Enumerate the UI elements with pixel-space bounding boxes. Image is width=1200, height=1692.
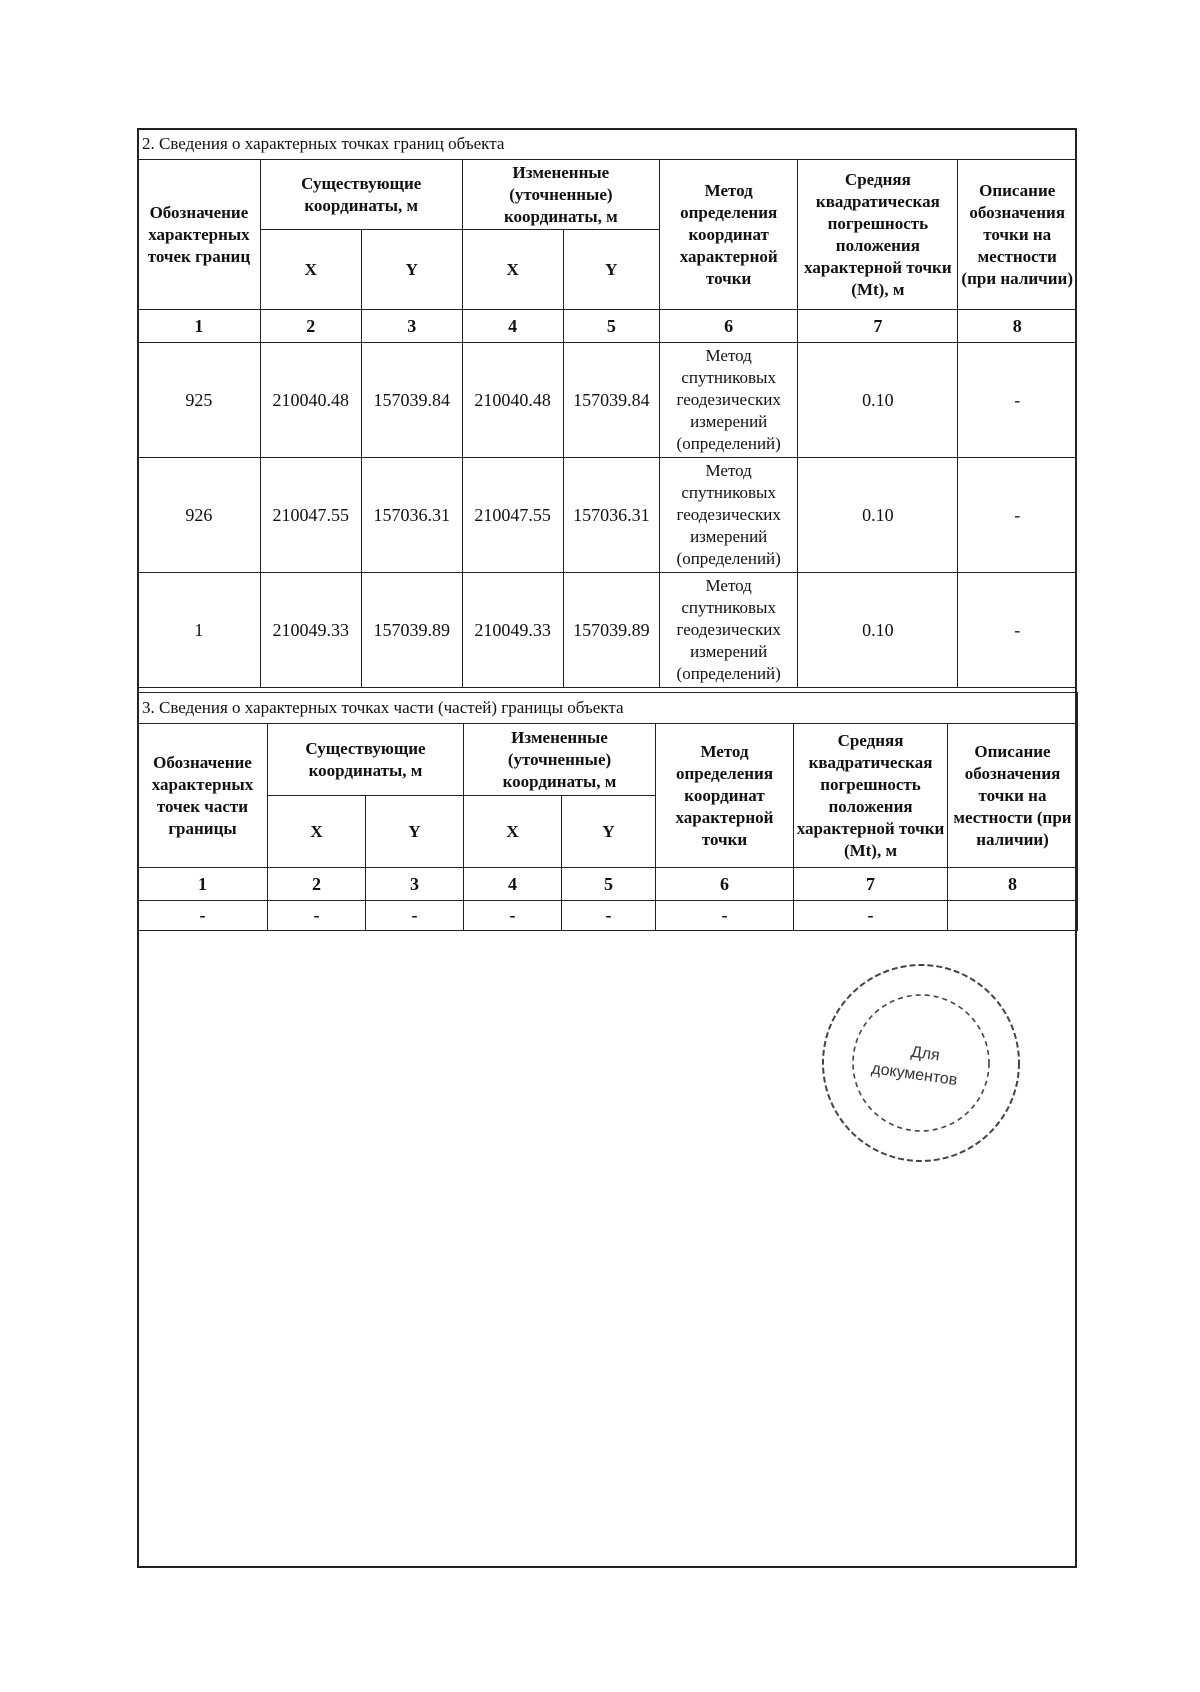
method: Метод спутниковых геодезических измерений (определений) (660, 573, 798, 688)
col-changed-header: Измененные (уточненные) координаты, м (464, 724, 656, 796)
col-number: 2 (268, 868, 366, 901)
description: - (958, 458, 1077, 573)
y-changed: 157039.84 (563, 343, 660, 458)
col-error-header: Средняя квадратическая погрешность положения характерной точки (Mt), м (798, 160, 958, 310)
y-existing: 157039.84 (361, 343, 462, 458)
col-number: 2 (260, 310, 361, 343)
col-method-header: Метод определения координат характерной точки (660, 160, 798, 310)
col-number: 4 (464, 868, 562, 901)
col-existing-header: Существующие координаты, м (260, 160, 462, 230)
col-x-existing: X (268, 796, 366, 868)
col-number: 6 (656, 868, 794, 901)
error: 0.10 (798, 573, 958, 688)
col-changed-header: Измененные (уточненные) координаты, м (462, 160, 659, 230)
x-existing: 210040.48 (260, 343, 361, 458)
empty-cell: - (656, 901, 794, 931)
col-y-changed: Y (562, 796, 656, 868)
table-row (138, 901, 1078, 931)
description: - (958, 343, 1077, 458)
col-number: 7 (794, 868, 948, 901)
empty-cell (948, 901, 1078, 931)
empty-cell: - (366, 901, 464, 931)
x-changed: 210047.55 (462, 458, 563, 573)
x-changed: 210049.33 (462, 573, 563, 688)
col-number: 1 (138, 868, 268, 901)
section2-table (137, 128, 1077, 688)
col-x-existing: X (260, 230, 361, 310)
method: Метод спутниковых геодезических измерений (определений) (660, 343, 798, 458)
col-number: 4 (462, 310, 563, 343)
empty-cell: - (464, 901, 562, 931)
col-number: 6 (660, 310, 798, 343)
col-designation-header: Обозначение характерных точек границ (138, 160, 261, 310)
col-number: 3 (361, 310, 462, 343)
col-description-header: Описание обозначения точки на местности (при наличии) (948, 724, 1078, 868)
col-y-existing: Y (361, 230, 462, 310)
method: Метод спутниковых геодезических измерений (определений) (660, 458, 798, 573)
col-designation-header: Обозначение характерных точек части границы (138, 724, 268, 868)
col-number: 8 (958, 310, 1077, 343)
col-x-changed: X (464, 796, 562, 868)
point-id: 926 (138, 458, 261, 573)
error: 0.10 (798, 343, 958, 458)
section3-title: 3. Сведения о характерных точках части (частей) границы объекта (138, 693, 1078, 724)
col-y-existing: Y (366, 796, 464, 868)
y-changed: 157036.31 (563, 458, 660, 573)
y-existing: 157039.89 (361, 573, 462, 688)
col-number: 5 (562, 868, 656, 901)
x-existing: 210047.55 (260, 458, 361, 573)
empty-cell: - (138, 901, 268, 931)
empty-cell: - (562, 901, 656, 931)
col-number: 8 (948, 868, 1078, 901)
column-numbers-row (138, 310, 1077, 343)
stamp-text-2: документов (870, 1060, 959, 1090)
col-number: 3 (366, 868, 464, 901)
col-existing-header: Существующие координаты, м (268, 724, 464, 796)
col-number: 1 (138, 310, 261, 343)
col-error-header: Средняя квадратическая погрешность положения характерной точки (Mt), м (794, 724, 948, 868)
empty-cell: - (794, 901, 948, 931)
x-changed: 210040.48 (462, 343, 563, 458)
error: 0.10 (798, 458, 958, 573)
col-x-changed: X (462, 230, 563, 310)
col-y-changed: Y (563, 230, 660, 310)
col-description-header: Описание обозначения точки на местности (при наличии) (958, 160, 1077, 310)
col-number: 7 (798, 310, 958, 343)
y-changed: 157039.89 (563, 573, 660, 688)
round-stamp (816, 958, 1026, 1168)
point-id: 1 (138, 573, 261, 688)
table-row (138, 343, 1077, 458)
description: - (958, 573, 1077, 688)
y-existing: 157036.31 (361, 458, 462, 573)
section3-table (137, 692, 1078, 931)
point-id: 925 (138, 343, 261, 458)
empty-cell: - (268, 901, 366, 931)
col-number: 5 (563, 310, 660, 343)
section2-title: 2. Сведения о характерных точках границ объекта (138, 129, 1077, 160)
x-existing: 210049.33 (260, 573, 361, 688)
col-method-header: Метод определения координат характерной точки (656, 724, 794, 868)
table-row (138, 573, 1077, 688)
stamp-text-1: Для (909, 1043, 941, 1065)
table-row (138, 458, 1077, 573)
column-numbers-row (138, 868, 1078, 901)
